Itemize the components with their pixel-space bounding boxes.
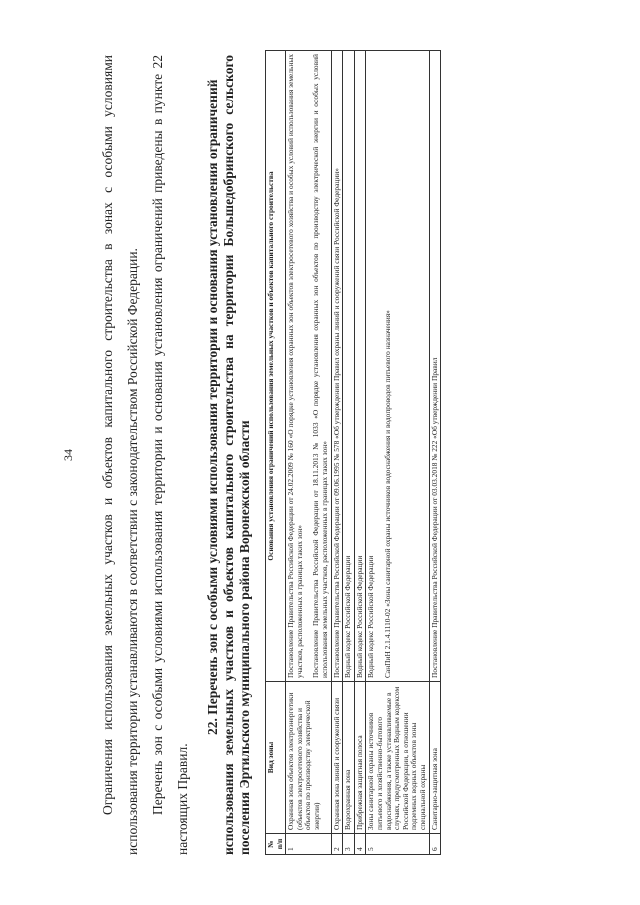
table-row (331, 51, 343, 855)
table-header-row (266, 51, 286, 855)
table-row (286, 51, 331, 855)
table-row (429, 51, 441, 855)
header-basis: Основания установления ограничений использования земельных участков и объектов капитального строительства (266, 51, 286, 682)
row-zone: Зоны санитарной охраны источников питьевого и хозяйственно-бытового водоснабжения, а также устанавливаемые в случаях, предусмотренных Водным кодексом Российской Федерации, в отношении подземных водных объектов зоны специальной охраны (366, 682, 429, 834)
table-row (366, 51, 429, 855)
row-basis (429, 51, 441, 682)
row-num: 3 (343, 834, 355, 855)
zones-table (265, 50, 441, 855)
basis-paragraph: Постановление Правительства Российской Федерации от 09.06.1995 № 578 «Об утверждении Правил охраны линий и сооружений связи Российской Федерации» (331, 168, 341, 678)
section-heading (205, 55, 253, 855)
row-num: 5 (366, 834, 429, 855)
row-num: 6 (429, 834, 441, 855)
intro-text (95, 55, 195, 855)
row-zone: Прибрежная защитная полоса (354, 682, 366, 834)
row-basis (331, 51, 343, 682)
row-num: 4 (354, 834, 366, 855)
row-num: 2 (331, 834, 343, 855)
page-number: 34 (61, 449, 75, 461)
table-row (343, 51, 355, 855)
row-num: 1 (286, 834, 331, 855)
basis-paragraph: СанПиН 2.1.4.1110-02 «Зоны санитарной охраны источников водоснабжения и водопроводов питьевого назначения» (382, 310, 392, 678)
row-zone: Охранная зона линий и сооружений связи (331, 682, 343, 834)
row-basis (286, 51, 331, 682)
row-basis (366, 51, 429, 682)
basis-paragraph: Водный кодекс Российской Федерации (366, 555, 376, 678)
row-zone: Санитарно-защитная зона (429, 682, 441, 834)
header-zone: Вид зоны (266, 682, 286, 834)
row-zone: Охранная зона объектов электроэнергетики (объектов электросетевого хозяйства и объектов по производству электрической энергии) (286, 682, 331, 834)
document-page (55, 30, 595, 880)
basis-paragraph: Водный кодекс Российской Федерации (354, 555, 364, 678)
intro-paragraph-1: Ограничения использования земельных участков и объектов капитального строительства в зонах с особыми условиями использования территории устанавливаются в соответствии с законодательством Российской Федерации. (100, 55, 140, 855)
intro-paragraph-2: Перечень зон с особыми условиями использования территории и основания установления ограничений приведены в пункте 22 настоящих Правил. (150, 55, 190, 855)
basis-paragraph: Постановление Правительства Российской Федерации от 18.11.2013 № 1033 «О порядке установления охранных зон объектов по производству электрической энергии и особых условий использования земельных участков, расположенных в границах таких зон» (311, 54, 329, 678)
row-basis (354, 51, 366, 682)
header-num: № п/п (266, 834, 286, 855)
section-heading-line-1: 22. Перечень зон с особыми условиями использования территории и основания установления ограничений (205, 79, 220, 735)
section-heading-rest: использования земельных участков и объектов капитального строительства на территории Большедобринского сельского поселения Эртильского муниципального района Воронежской области (221, 55, 252, 855)
table-row (354, 51, 366, 855)
basis-paragraph: Постановление Правительства Российской Федерации от 03.03.2018 № 222 «Об утверждении Правил (429, 357, 439, 678)
basis-paragraph: Водный кодекс Российской Федерации (343, 555, 353, 678)
row-basis (343, 51, 355, 682)
row-zone: Водоохранная зона (343, 682, 355, 834)
basis-paragraph: Постановление Правительства Российской Федерации от 24.02.2009 № 160 «О порядке установления охранных зон объектов электросетевого хозяйства и особых условий использования земельных участков, расположенных в границах таких зон» (286, 54, 304, 678)
